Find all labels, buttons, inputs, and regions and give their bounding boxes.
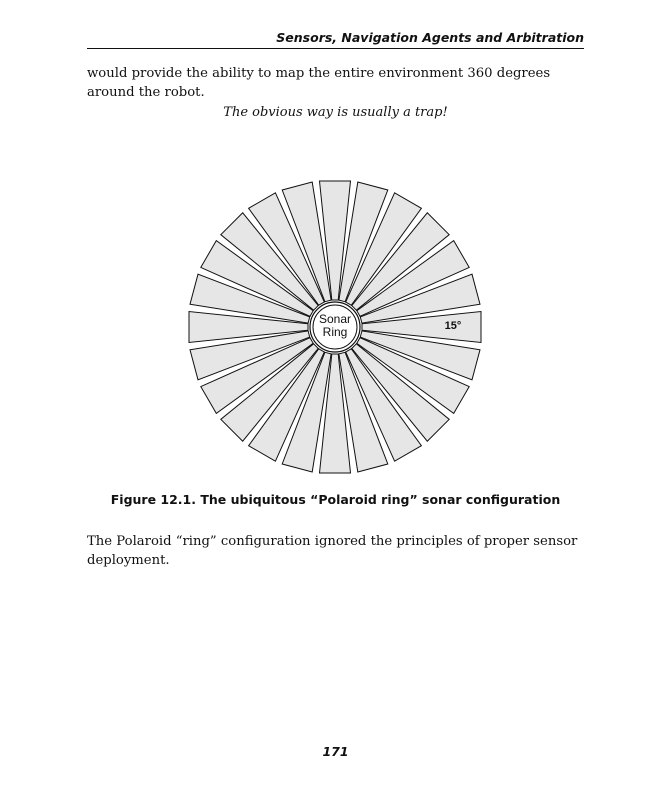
hub-label-line-1: Sonar — [318, 312, 352, 326]
pull-quote: The obvious way is usually a trap! — [223, 105, 448, 120]
beam-angle-label: 15° — [444, 320, 462, 332]
figure-caption: Figure 12.1. The ubiquitous “Polaroid ring” sonar configuration — [110, 492, 561, 507]
running-head: Sensors, Navigation Agents and Arbitration — [276, 30, 584, 45]
paragraph-2: The Polaroid “ring” configuration ignored the principles of proper sensor deployment. — [87, 534, 578, 568]
page-number: 171 — [322, 744, 349, 759]
sonar-ring-figure — [180, 172, 490, 482]
header-rule — [87, 48, 584, 49]
paragraph-1: would provide the ability to map the entire environment 360 degrees around the robot. — [87, 66, 551, 100]
hub-label-line-2: Ring — [322, 325, 348, 339]
